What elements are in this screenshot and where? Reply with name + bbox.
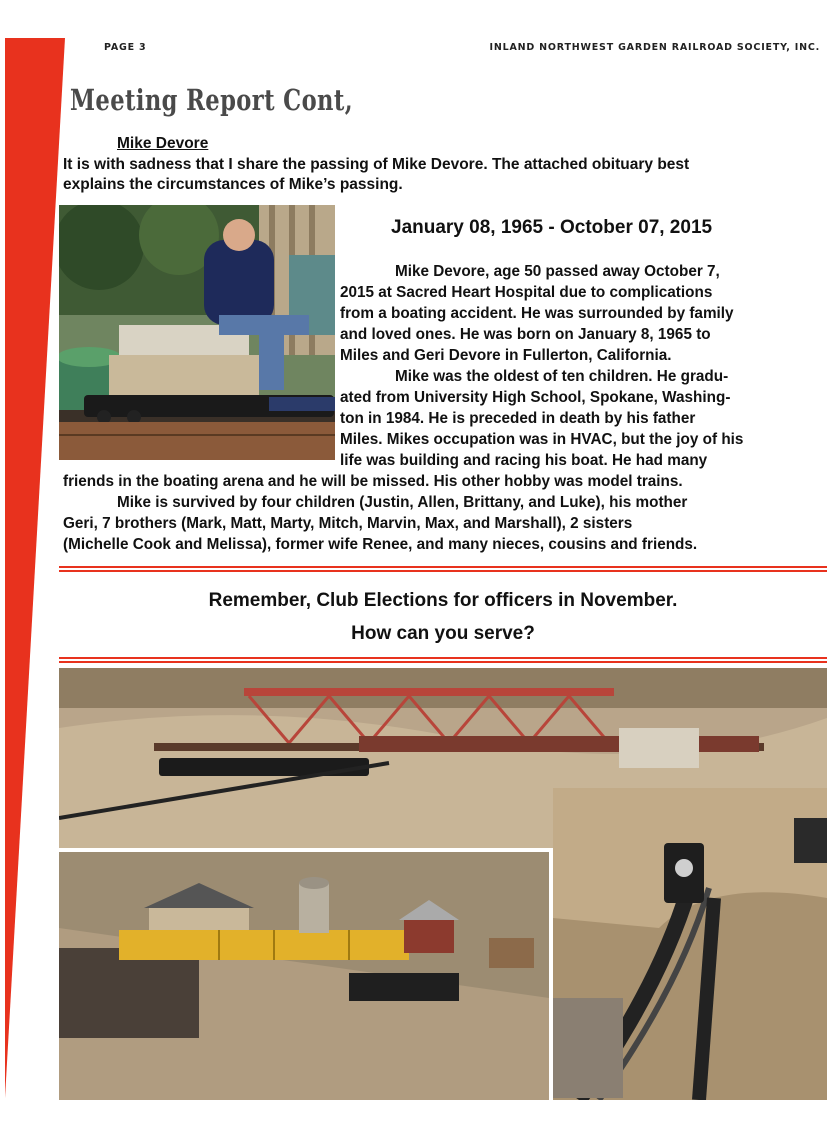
- photo-man-with-train: [59, 205, 335, 460]
- divider-rule: [59, 566, 827, 574]
- obituary-line: Miles and Geri Devore in Fullerton, California.: [340, 347, 672, 364]
- reminder-heading: Remember, Club Elections for officers in November.: [208, 590, 678, 611]
- intro-line: It is with sadness that I share the passing of Mike Devore. The attached obituary best: [63, 156, 690, 173]
- obituary-line: life was building and racing his boat. He had many: [340, 452, 708, 469]
- red-side-stripe: [5, 38, 65, 1098]
- divider-rule: [59, 657, 827, 665]
- obituary-line: Mike was the oldest of ten children. He gradu-: [395, 368, 729, 385]
- intro-paragraph: [63, 155, 823, 195]
- intro-line: explains the circumstances of Mike’s passing.: [63, 176, 403, 193]
- obituary-line: friends in the boating arena and he will be missed. His other hobby was model trains.: [63, 473, 683, 490]
- organization-name: INLAND NORTHWEST GARDEN RAILROAD SOCIETY, INC.: [489, 42, 820, 53]
- garden-railroad-photos: [59, 668, 827, 1100]
- layout-photo-collage: [59, 668, 827, 1100]
- obituary-line: from a boating accident. He was surrounded by family: [340, 305, 734, 322]
- obituary-line: (Michelle Cook and Melissa), former wife Renee, and many nieces, cousins and friends.: [63, 536, 698, 553]
- reminder-question: How can you serve?: [351, 623, 535, 644]
- portrait-photo: [59, 205, 335, 460]
- obituary-line: 2015 at Sacred Heart Hospital due to complications: [340, 284, 713, 301]
- obituary-line: and loved ones. He was born on January 8, 1965 to: [340, 326, 711, 343]
- obituary-line: ton in 1984. He is preceded in death by his father: [340, 410, 696, 427]
- obituary-line: ated from University High School, Spokane, Washing-: [340, 389, 731, 406]
- obituary-line: Mike Devore, age 50 passed away October 7,: [395, 263, 720, 280]
- life-dates: January 08, 1965 - October 07, 2015: [391, 217, 713, 238]
- page-title: Meeting Report Cont,: [70, 83, 354, 117]
- section-heading: Mike Devore: [117, 135, 209, 152]
- obituary-line: Miles. Mikes occupation was in HVAC, but the joy of his: [340, 431, 744, 448]
- page-number: PAGE 3: [104, 42, 147, 53]
- obituary-line: Mike is survived by four children (Justin, Allen, Brittany, and Luke), his mother: [117, 494, 688, 511]
- obituary-line: Geri, 7 brothers (Mark, Matt, Marty, Mitch, Marvin, Max, and Marshall), 2 sisters: [63, 515, 633, 532]
